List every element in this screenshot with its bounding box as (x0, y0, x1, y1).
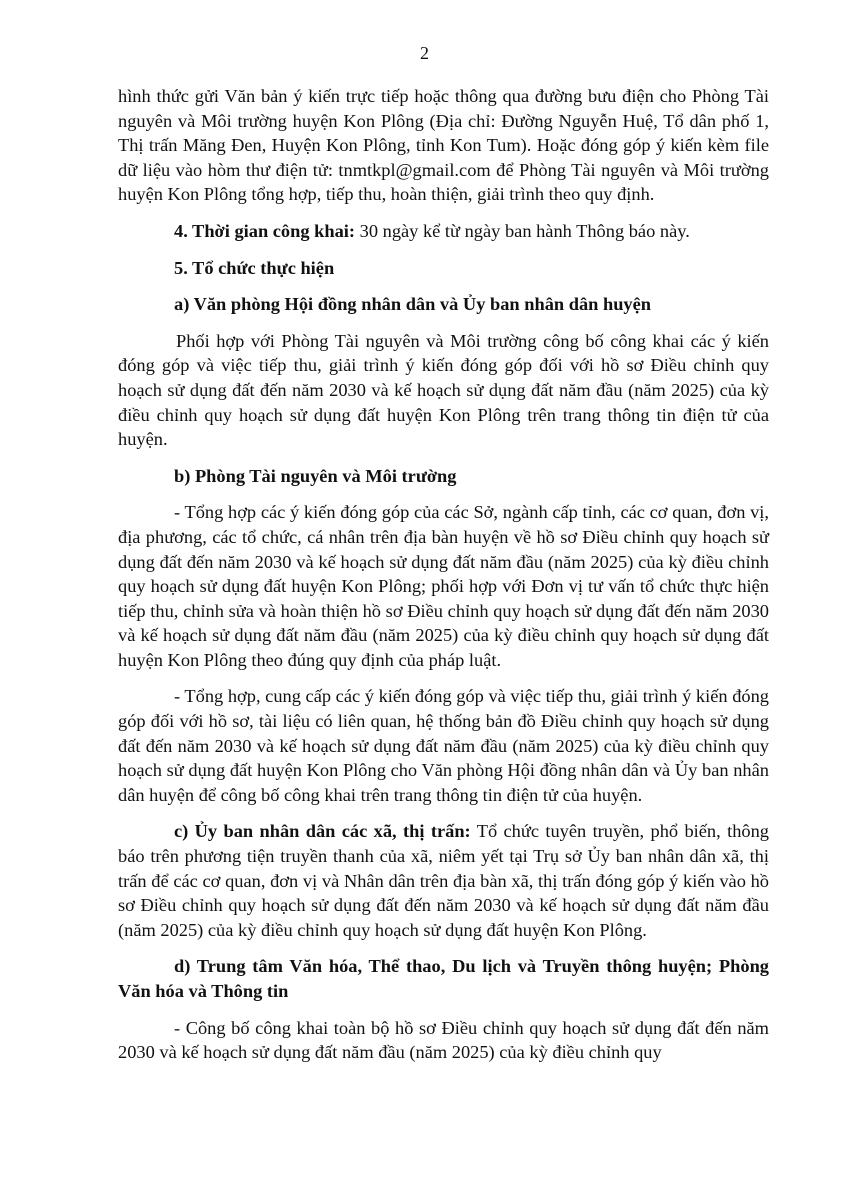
page-number: 2 (420, 43, 429, 63)
subsection-b-item-2: - Tổng hợp, cung cấp các ý kiến đóng góp và việc tiếp thu, giải trình ý kiến đóng góp đối với hồ sơ, tài liệu có liên quan, hệ thống bản đồ Điều chỉnh quy hoạch sử dụng đất đến năm 2030 và kế hoạch sử dụng đất năm đầu (năm 2025) của kỳ điều chỉnh quy hoạch sử dụng đất huyện Kon Plông cho Văn phòng Hội đồng nhân dân và Ủy ban nhân dân huyện để công bố công khai trên trang thông tin điện tử của huyện. (118, 686, 769, 805)
subsection-c-paragraph (118, 819, 769, 942)
subsection-a-text: Phối hợp với Phòng Tài nguyên và Môi trường công bố công khai các ý kiến đóng góp và việc tiếp thu, giải trình ý kiến đóng góp đối với hồ sơ Điều chỉnh quy hoạch sử dụng đất đến năm 2030 và kế hoạch sử dụng đất năm đầu (năm 2025) của kỳ điều chỉnh quy hoạch sử dụng đất huyện Kon Plông trên trang thông tin điện tử của huyện. (118, 330, 769, 450)
document-body (118, 84, 769, 1065)
subsection-c-label: c) Ủy ban nhân dân các xã, thị trấn: (174, 821, 471, 842)
subsection-c-text: Tổ chức tuyên truyền, phổ biến, thông báo trên phương tiện truyền thanh của xã, niêm yết tại Trụ sở Ủy ban nhân dân xã, thị trấn để các cơ quan, đơn vị và Nhân dân trên địa bàn xã, thị trấn đóng góp ý kiến vào hồ sơ Điều chỉnh quy hoạch sử dụng đất đến năm 2030 và kế hoạch sử dụng đất năm đầu (năm 2025) của kỳ điều chỉnh quy hoạch sử dụng đất huyện Kon Plông. (118, 821, 769, 940)
subsection-a-heading: a) Văn phòng Hội đồng nhân dân và Ủy ban nhân dân huyện (174, 294, 652, 315)
section-4-text: 30 ngày kể từ ngày ban hành Thông báo này. (355, 220, 690, 241)
subsection-b-item-1: - Tổng hợp các ý kiến đóng góp của các Sở, ngành cấp tỉnh, các cơ quan, đơn vị, địa phương, các tổ chức, cá nhân trên địa bàn huyện về hồ sơ Điều chỉnh quy hoạch sử dụng đất đến năm 2030 và kế hoạch sử dụng đất năm đầu (năm 2025) của kỳ điều chỉnh quy hoạch sử dụng đất huyện Kon Plông; phối hợp với Đơn vị tư vấn tổ chức thực hiện tiếp thu, chỉnh sửa và hoàn thiện hồ sơ Điều chỉnh quy hoạch sử dụng đất đến năm 2030 và kế hoạch sử dụng đất năm đầu (năm 2025) của kỳ điều chỉnh quy hoạch sử dụng đất huyện Kon Plông theo đúng quy định của pháp luật. (118, 502, 769, 670)
section-4-disclosure-period (118, 219, 769, 244)
subsection-b-heading: b) Phòng Tài nguyên và Môi trường (174, 465, 457, 486)
section-4-label: 4. Thời gian công khai: (174, 220, 356, 241)
subsection-d-heading: d) Trung tâm Văn hóa, Thể thao, Du lịch và Truyền thông huyện; Phòng Văn hóa và Thông tin (118, 956, 769, 1001)
paragraph-submission-method: hình thức gửi Văn bản ý kiến trực tiếp hoặc thông qua đường bưu điện cho Phòng Tài nguyên và Môi trường huyện Kon Plông (Địa chỉ: Đường Nguyễn Huệ, Tổ dân phố 1, Thị trấn Măng Đen, Huyện Kon Plông, tỉnh Kon Tum). Hoặc đóng góp ý kiến kèm file dữ liệu vào hòm thư điện tử: tnmtkpl@gmail.com để Phòng Tài nguyên và Môi trường huyện Kon Plông tổng hợp, tiếp thu, hoàn thiện, giải trình theo quy định. (118, 86, 769, 205)
subsection-d-item-1: - Công bố công khai toàn bộ hồ sơ Điều chỉnh quy hoạch sử dụng đất đến năm 2030 và kế hoạch sử dụng đất năm đầu (năm 2025) của kỳ điều chỉnh quy (118, 1017, 769, 1063)
section-5-heading: 5. Tổ chức thực hiện (174, 257, 335, 278)
